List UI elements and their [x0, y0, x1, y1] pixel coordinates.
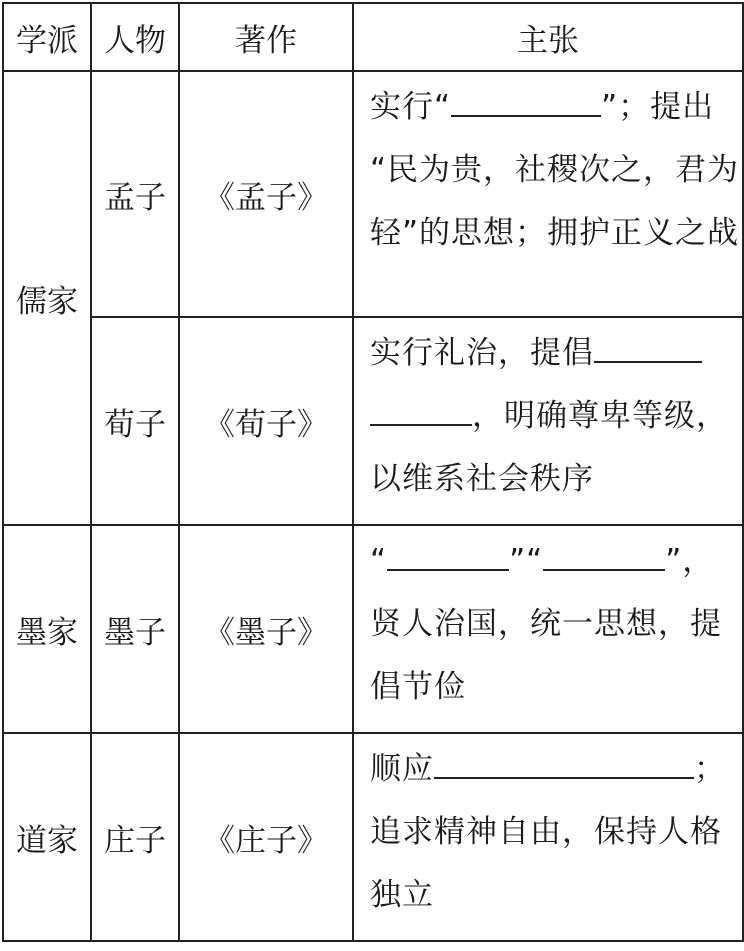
claim-text: 实行礼治，提倡: [370, 335, 594, 371]
claim-text: 贤人治国，统一思想，提倡节俭: [370, 606, 722, 705]
school-cell: 儒家: [3, 71, 91, 525]
work-cell: 《荀子》: [179, 317, 353, 525]
header-claim: 主张: [353, 3, 743, 71]
claim-cell: [353, 525, 743, 733]
school-cell: 道家: [3, 733, 91, 941]
header-work: 著作: [179, 3, 353, 71]
claim-cell: [353, 317, 743, 525]
claim-text: ”，: [665, 543, 715, 579]
header-person: 人物: [91, 3, 179, 71]
table-row: [3, 71, 743, 317]
claim-text: “: [370, 543, 388, 579]
fill-blank: [451, 81, 601, 117]
fill-blank: [370, 390, 472, 426]
fill-blank: [387, 535, 509, 571]
claim-text: ”；提出: [601, 89, 715, 125]
fill-blank: [543, 535, 665, 571]
claim-cell: [353, 733, 743, 941]
school-cell: 墨家: [3, 525, 91, 733]
table-row: [3, 317, 743, 525]
claim-cell: [353, 71, 743, 317]
claim-text: ；: [694, 751, 726, 787]
document-page: [2, 2, 744, 942]
work-cell: 《墨子》: [179, 525, 353, 733]
person-cell: 墨子: [91, 525, 179, 733]
person-cell: 孟子: [91, 71, 179, 317]
table-row: [3, 733, 743, 941]
fill-blank: [434, 743, 694, 779]
table-row: [3, 525, 743, 733]
person-cell: 荀子: [91, 317, 179, 525]
claim-text: 实行“: [370, 89, 452, 125]
claim-text: ”“: [509, 543, 544, 579]
fill-blank: [594, 327, 702, 363]
header-row: [3, 3, 743, 71]
work-cell: 《孟子》: [179, 71, 353, 317]
claim-text: ，明确尊卑等级，以维系社会秩序: [370, 398, 728, 497]
claim-text: “民为贵，社稷次之，君为轻”的思想；拥护正义之战: [370, 152, 740, 251]
header-school: 学派: [3, 3, 91, 71]
person-cell: 庄子: [91, 733, 179, 941]
claim-text: 追求精神自由，保持人格独立: [370, 814, 722, 913]
work-cell: 《庄子》: [179, 733, 353, 941]
claim-text: 顺应: [370, 751, 434, 787]
schools-table: [2, 2, 744, 942]
